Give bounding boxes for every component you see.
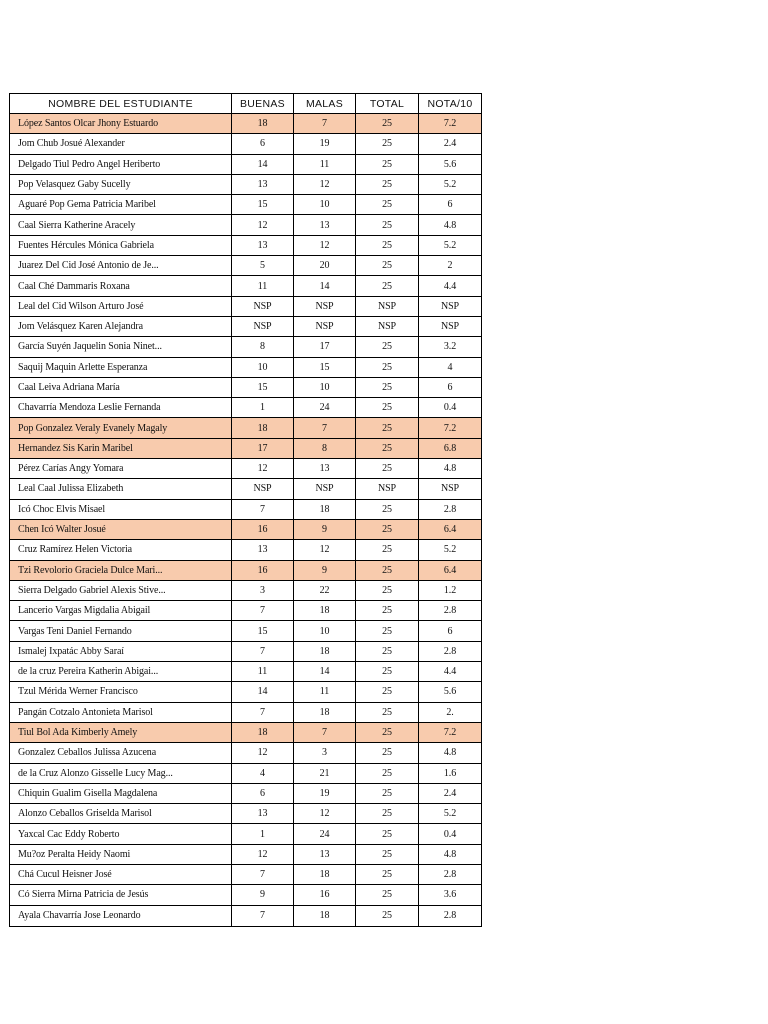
nota-cell: 5.6: [419, 154, 482, 174]
nota-cell: 5.2: [419, 804, 482, 824]
total-cell: 25: [356, 134, 419, 154]
total-cell: 25: [356, 560, 419, 580]
table-row: [10, 337, 482, 357]
malas-cell: 21: [294, 763, 356, 783]
buenas-cell: 1: [232, 824, 294, 844]
table-row: [10, 438, 482, 458]
malas-cell: 13: [294, 215, 356, 235]
buenas-cell: 14: [232, 682, 294, 702]
buenas-cell: 7: [232, 601, 294, 621]
table-row: [10, 195, 482, 215]
student-name-cell: López Santos Olcar Jhony Estuardo: [10, 114, 232, 134]
buenas-cell: 10: [232, 357, 294, 377]
nota-cell: 5.2: [419, 540, 482, 560]
malas-cell: 18: [294, 864, 356, 884]
nota-cell: 0.4: [419, 398, 482, 418]
student-name-cell: Chavarría Mendoza Leslie Fernanda: [10, 398, 232, 418]
malas-cell: 18: [294, 601, 356, 621]
malas-cell: 8: [294, 438, 356, 458]
table-row: [10, 134, 482, 154]
nota-cell: 5.6: [419, 682, 482, 702]
total-cell: 25: [356, 235, 419, 255]
student-name-cell: Lancerio Vargas Migdalia Abigail: [10, 601, 232, 621]
malas-cell: 13: [294, 459, 356, 479]
table-row: [10, 662, 482, 682]
total-cell: 25: [356, 743, 419, 763]
table-row: [10, 641, 482, 661]
student-name-cell: Pangán Cotzalo Antonieta Marisol: [10, 702, 232, 722]
table-row: [10, 499, 482, 519]
table-row: [10, 296, 482, 316]
nota-cell: 2: [419, 256, 482, 276]
table-row: [10, 114, 482, 134]
malas-cell: 10: [294, 377, 356, 397]
student-name-cell: Pop Velasquez Gaby Sucelly: [10, 174, 232, 194]
nota-cell: 6.8: [419, 438, 482, 458]
malas-cell: 17: [294, 337, 356, 357]
nota-cell: 7.2: [419, 418, 482, 438]
total-cell: NSP: [356, 316, 419, 336]
nota-cell: 5.2: [419, 174, 482, 194]
buenas-cell: 11: [232, 662, 294, 682]
buenas-cell: 9: [232, 885, 294, 905]
nota-cell: 6: [419, 377, 482, 397]
table-row: [10, 763, 482, 783]
buenas-cell: 16: [232, 560, 294, 580]
student-name-cell: Hernandez Sis Karin Maribel: [10, 438, 232, 458]
nota-cell: NSP: [419, 316, 482, 336]
total-cell: 25: [356, 337, 419, 357]
buenas-cell: 13: [232, 235, 294, 255]
buenas-cell: 11: [232, 276, 294, 296]
student-name-cell: Leal Caal Julissa Elizabeth: [10, 479, 232, 499]
total-cell: 25: [356, 195, 419, 215]
malas-cell: NSP: [294, 296, 356, 316]
total-cell: 25: [356, 763, 419, 783]
header-student-name: NOMBRE DEL ESTUDIANTE: [10, 94, 232, 114]
buenas-cell: 13: [232, 540, 294, 560]
student-name-cell: Ismalej Ixpatác Abby Saraí: [10, 641, 232, 661]
buenas-cell: 14: [232, 154, 294, 174]
total-cell: 25: [356, 885, 419, 905]
buenas-cell: 7: [232, 499, 294, 519]
nota-cell: 1.2: [419, 580, 482, 600]
student-name-cell: Caal Ché Dammaris Roxana: [10, 276, 232, 296]
table-row: [10, 702, 482, 722]
malas-cell: 14: [294, 276, 356, 296]
malas-cell: 12: [294, 540, 356, 560]
nota-cell: 4.8: [419, 743, 482, 763]
total-cell: 25: [356, 540, 419, 560]
buenas-cell: 15: [232, 195, 294, 215]
total-cell: 25: [356, 276, 419, 296]
nota-cell: 6: [419, 195, 482, 215]
buenas-cell: 4: [232, 763, 294, 783]
nota-cell: 3.2: [419, 337, 482, 357]
total-cell: 25: [356, 438, 419, 458]
malas-cell: 3: [294, 743, 356, 763]
table-row: [10, 743, 482, 763]
student-name-cell: Cruz Ramírez Helen Victoria: [10, 540, 232, 560]
total-cell: NSP: [356, 296, 419, 316]
malas-cell: 13: [294, 844, 356, 864]
table-row: [10, 722, 482, 742]
malas-cell: 19: [294, 783, 356, 803]
student-name-cell: Yaxcal Cac Eddy Roberto: [10, 824, 232, 844]
student-name-cell: Caal Leiva Adriana María: [10, 377, 232, 397]
malas-cell: 24: [294, 824, 356, 844]
student-name-cell: Tiul Bol Ada Kimberly Amely: [10, 722, 232, 742]
buenas-cell: 7: [232, 641, 294, 661]
table-row: [10, 316, 482, 336]
malas-cell: 16: [294, 885, 356, 905]
nota-cell: NSP: [419, 479, 482, 499]
student-name-cell: Pop Gonzalez Veraly Evanely Magaly: [10, 418, 232, 438]
total-cell: 25: [356, 783, 419, 803]
total-cell: 25: [356, 722, 419, 742]
table-row: [10, 864, 482, 884]
student-name-cell: García Suyén Jaquelin Sonia Ninet...: [10, 337, 232, 357]
nota-cell: 4.8: [419, 215, 482, 235]
header-buenas: BUENAS: [232, 94, 294, 114]
nota-cell: 4.8: [419, 844, 482, 864]
malas-cell: 12: [294, 804, 356, 824]
total-cell: 25: [356, 864, 419, 884]
buenas-cell: 7: [232, 702, 294, 722]
student-name-cell: Juarez Del Cid José Antonio de Je...: [10, 256, 232, 276]
nota-cell: 0.4: [419, 824, 482, 844]
total-cell: 25: [356, 398, 419, 418]
header-nota: NOTA/10: [419, 94, 482, 114]
student-name-cell: Icó Choc Elvis Misael: [10, 499, 232, 519]
table-row: [10, 905, 482, 926]
total-cell: 25: [356, 377, 419, 397]
total-cell: 25: [356, 580, 419, 600]
table-row: [10, 885, 482, 905]
nota-cell: 3.6: [419, 885, 482, 905]
buenas-cell: 8: [232, 337, 294, 357]
table-row: [10, 418, 482, 438]
nota-cell: 4: [419, 357, 482, 377]
nota-cell: 7.2: [419, 114, 482, 134]
total-cell: 25: [356, 601, 419, 621]
nota-cell: 6.4: [419, 560, 482, 580]
total-cell: 25: [356, 662, 419, 682]
total-cell: NSP: [356, 479, 419, 499]
buenas-cell: 1: [232, 398, 294, 418]
malas-cell: 19: [294, 134, 356, 154]
table-row: [10, 256, 482, 276]
buenas-cell: 15: [232, 377, 294, 397]
table-row: [10, 357, 482, 377]
student-name-cell: Tzi Revolorio Graciela Dulce Mari...: [10, 560, 232, 580]
table-row: [10, 215, 482, 235]
buenas-cell: 13: [232, 174, 294, 194]
malas-cell: 14: [294, 662, 356, 682]
table-row: [10, 398, 482, 418]
total-cell: 25: [356, 824, 419, 844]
nota-cell: 2.8: [419, 905, 482, 926]
buenas-cell: 12: [232, 844, 294, 864]
buenas-cell: 13: [232, 804, 294, 824]
student-name-cell: Saquij Maquin Arlette Esperanza: [10, 357, 232, 377]
header-malas: MALAS: [294, 94, 356, 114]
student-name-cell: Pérez Carías Angy Yomara: [10, 459, 232, 479]
nota-cell: 6: [419, 621, 482, 641]
malas-cell: 11: [294, 154, 356, 174]
nota-cell: 2.4: [419, 134, 482, 154]
buenas-cell: 18: [232, 418, 294, 438]
total-cell: 25: [356, 418, 419, 438]
malas-cell: 9: [294, 519, 356, 539]
buenas-cell: 16: [232, 519, 294, 539]
buenas-cell: 12: [232, 459, 294, 479]
table-row: [10, 154, 482, 174]
nota-cell: 2.8: [419, 499, 482, 519]
student-name-cell: Aguaré Pop Gema Patricia Maribel: [10, 195, 232, 215]
nota-cell: 4.4: [419, 662, 482, 682]
table-row: [10, 519, 482, 539]
malas-cell: 7: [294, 418, 356, 438]
table-row: [10, 601, 482, 621]
table-body: [10, 114, 482, 927]
table-row: [10, 560, 482, 580]
table-row: [10, 540, 482, 560]
malas-cell: 11: [294, 682, 356, 702]
total-cell: 25: [356, 682, 419, 702]
buenas-cell: NSP: [232, 479, 294, 499]
nota-cell: 2.8: [419, 601, 482, 621]
table-row: [10, 824, 482, 844]
student-name-cell: Chiquin Gualim Gisella Magdalena: [10, 783, 232, 803]
nota-cell: 4.8: [419, 459, 482, 479]
malas-cell: NSP: [294, 316, 356, 336]
total-cell: 25: [356, 519, 419, 539]
malas-cell: 12: [294, 174, 356, 194]
buenas-cell: 15: [232, 621, 294, 641]
buenas-cell: NSP: [232, 316, 294, 336]
table-row: [10, 804, 482, 824]
total-cell: 25: [356, 154, 419, 174]
malas-cell: 10: [294, 195, 356, 215]
nota-cell: 2.8: [419, 864, 482, 884]
nota-cell: 6.4: [419, 519, 482, 539]
student-name-cell: Delgado Tiul Pedro Angel Heriberto: [10, 154, 232, 174]
total-cell: 25: [356, 499, 419, 519]
buenas-cell: 18: [232, 114, 294, 134]
buenas-cell: 17: [232, 438, 294, 458]
nota-cell: NSP: [419, 296, 482, 316]
buenas-cell: 7: [232, 905, 294, 926]
buenas-cell: 7: [232, 864, 294, 884]
student-name-cell: Có Sierra Mirna Patricia de Jesús: [10, 885, 232, 905]
student-name-cell: Gonzalez Ceballos Julissa Azucena: [10, 743, 232, 763]
student-name-cell: Mu?oz Peralta Heidy Naomi: [10, 844, 232, 864]
total-cell: 25: [356, 114, 419, 134]
buenas-cell: 6: [232, 134, 294, 154]
buenas-cell: 12: [232, 743, 294, 763]
table-row: [10, 235, 482, 255]
buenas-cell: NSP: [232, 296, 294, 316]
table-row: [10, 580, 482, 600]
total-cell: 25: [356, 256, 419, 276]
total-cell: 25: [356, 357, 419, 377]
total-cell: 25: [356, 702, 419, 722]
malas-cell: 24: [294, 398, 356, 418]
student-name-cell: Jom Velásquez Karen Alejandra: [10, 316, 232, 336]
header-total: TOTAL: [356, 94, 419, 114]
malas-cell: 9: [294, 560, 356, 580]
malas-cell: 18: [294, 499, 356, 519]
student-name-cell: Chen Icó Walter Josué: [10, 519, 232, 539]
student-name-cell: Sierra Delgado Gabriel Alexis Stive...: [10, 580, 232, 600]
header-row: [10, 94, 482, 114]
buenas-cell: 3: [232, 580, 294, 600]
buenas-cell: 5: [232, 256, 294, 276]
student-name-cell: Tzul Mérida Werner Francisco: [10, 682, 232, 702]
buenas-cell: 18: [232, 722, 294, 742]
student-name-cell: Fuentes Hércules Mónica Gabriela: [10, 235, 232, 255]
student-name-cell: Vargas Teni Daniel Fernando: [10, 621, 232, 641]
malas-cell: NSP: [294, 479, 356, 499]
student-name-cell: Jom Chub Josué Alexander: [10, 134, 232, 154]
malas-cell: 10: [294, 621, 356, 641]
student-name-cell: Leal del Cid Wilson Arturo José: [10, 296, 232, 316]
nota-cell: 5.2: [419, 235, 482, 255]
table-row: [10, 621, 482, 641]
grades-table: [9, 93, 482, 927]
nota-cell: 2.8: [419, 641, 482, 661]
total-cell: 25: [356, 459, 419, 479]
student-name-cell: Chá Cucul Heisner José: [10, 864, 232, 884]
table-row: [10, 479, 482, 499]
nota-cell: 1.6: [419, 763, 482, 783]
malas-cell: 7: [294, 114, 356, 134]
nota-cell: 2.: [419, 702, 482, 722]
malas-cell: 7: [294, 722, 356, 742]
nota-cell: 2.4: [419, 783, 482, 803]
table-row: [10, 783, 482, 803]
malas-cell: 22: [294, 580, 356, 600]
nota-cell: 4.4: [419, 276, 482, 296]
student-name-cell: de la cruz Pereira Katherin Abigai...: [10, 662, 232, 682]
table-row: [10, 174, 482, 194]
table-row: [10, 844, 482, 864]
malas-cell: 18: [294, 905, 356, 926]
total-cell: 25: [356, 621, 419, 641]
malas-cell: 18: [294, 641, 356, 661]
nota-cell: 7.2: [419, 722, 482, 742]
total-cell: 25: [356, 804, 419, 824]
student-name-cell: de la Cruz Alonzo Gisselle Lucy Mag...: [10, 763, 232, 783]
total-cell: 25: [356, 174, 419, 194]
malas-cell: 12: [294, 235, 356, 255]
table-row: [10, 459, 482, 479]
student-name-cell: Ayala Chavarría Jose Leonardo: [10, 905, 232, 926]
malas-cell: 20: [294, 256, 356, 276]
table-row: [10, 682, 482, 702]
total-cell: 25: [356, 641, 419, 661]
malas-cell: 18: [294, 702, 356, 722]
table-row: [10, 276, 482, 296]
total-cell: 25: [356, 215, 419, 235]
student-name-cell: Alonzo Ceballos Griselda Marisol: [10, 804, 232, 824]
malas-cell: 15: [294, 357, 356, 377]
total-cell: 25: [356, 905, 419, 926]
total-cell: 25: [356, 844, 419, 864]
student-name-cell: Caal Sierra Katherine Aracely: [10, 215, 232, 235]
buenas-cell: 6: [232, 783, 294, 803]
buenas-cell: 12: [232, 215, 294, 235]
table-row: [10, 377, 482, 397]
